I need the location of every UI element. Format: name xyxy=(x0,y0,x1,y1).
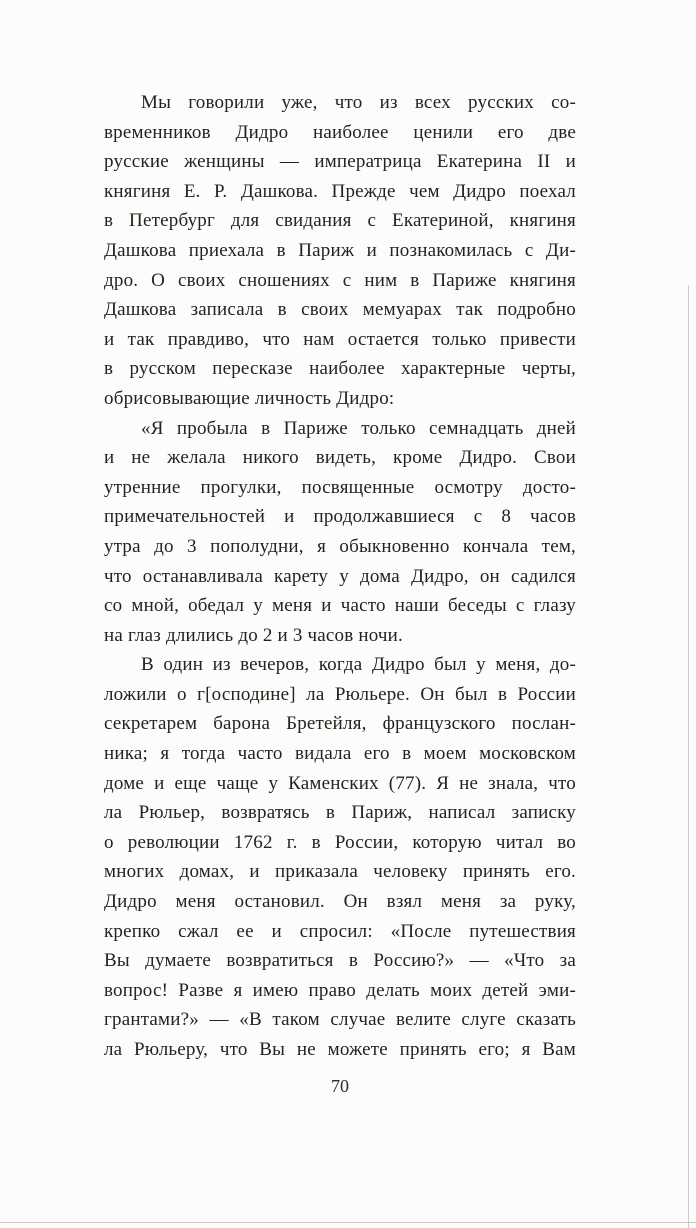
text-line: грантами?» — «В таком случае велите слуге сказать xyxy=(104,1009,576,1031)
text-line: утренние прогулки, посвященные осмотру досто- xyxy=(104,476,576,498)
paragraph xyxy=(104,414,576,651)
text-line: вопрос! Разве я имею право делать моих детей эми- xyxy=(104,979,576,1001)
scan-edge-right xyxy=(688,285,689,1228)
text-line: дро. О своих сношениях с ним в Париже княгиня xyxy=(104,269,576,291)
text-line: примечательностей и продолжавшиеся с 8 часов xyxy=(104,506,576,528)
text-line: «Я пробыла в Париже только семнадцать дней xyxy=(141,417,576,439)
text-line: Вы думаете возвратиться в Россию?» — «Что за xyxy=(104,950,576,972)
text-line: русские женщины — императрица Екатерина II и xyxy=(104,151,576,173)
text-line: Дашкова приехала в Париж и познакомилась с Ди- xyxy=(104,239,576,261)
text-line: Дидро меня остановил. Он взял меня за руку, xyxy=(104,891,576,913)
text-line: крепко сжал ее и спросил: «После путешествия xyxy=(104,920,576,942)
text-line: и так правдиво, что нам остается только привести xyxy=(104,328,576,350)
text-line: ла Рюльеру, что Вы не можете принять его; я Вам xyxy=(104,1039,576,1060)
text-line: обрисовывающие личность Дидро: xyxy=(104,387,395,409)
text-line: утра до 3 пополудни, я обыкновенно кончала тем, xyxy=(104,535,576,557)
text-line: на глаз длились до 2 и 3 часов ночи. xyxy=(104,624,403,646)
text-line: секретарем барона Бретейля, французского послан- xyxy=(104,713,576,735)
paragraph xyxy=(104,88,576,414)
text-line: многих домах, и приказала человеку принять его. xyxy=(104,861,576,883)
text-line: ла Рюльер, возвратясь в Париж, написал записку xyxy=(104,802,576,824)
text-line: В один из вечеров, когда Дидро был у меня, до- xyxy=(141,654,576,676)
text-line: о революции 1762 г. в России, которую читал во xyxy=(104,831,576,853)
text-line: ложили о г[осподине] ла Рюльере. Он был в России xyxy=(104,683,576,705)
text-line: Мы говорили уже, что из всех русских со- xyxy=(141,92,576,113)
text-block xyxy=(104,88,576,1065)
text-line: в Петербург для свидания с Екатериной, княгиня xyxy=(104,210,576,232)
text-line: временников Дидро наиболее ценили его две xyxy=(104,121,576,143)
text-line: княгиня Е. Р. Дашкова. Прежде чем Дидро поехал xyxy=(104,180,576,202)
page-number: 70 xyxy=(331,1076,349,1096)
text-line: ника; я тогда часто видала его в моем московском xyxy=(104,743,576,765)
text-line: Дашкова записала в своих мемуарах так подробно xyxy=(104,299,576,321)
scan-edge-bottom xyxy=(0,1222,696,1223)
text-line: в русском пересказе наиболее характерные черты, xyxy=(104,358,576,380)
text-line: доме и еще чаще у Каменских (77). Я не знала, что xyxy=(104,772,576,794)
text-line: со мной, обедал у меня и часто наши беседы с глазу xyxy=(104,595,576,617)
text-line: и не желала никого видеть, кроме Дидро. Свои xyxy=(104,447,576,469)
paragraph xyxy=(104,650,576,1064)
text-line: что останавливала карету у дома Дидро, он садился xyxy=(104,565,576,587)
